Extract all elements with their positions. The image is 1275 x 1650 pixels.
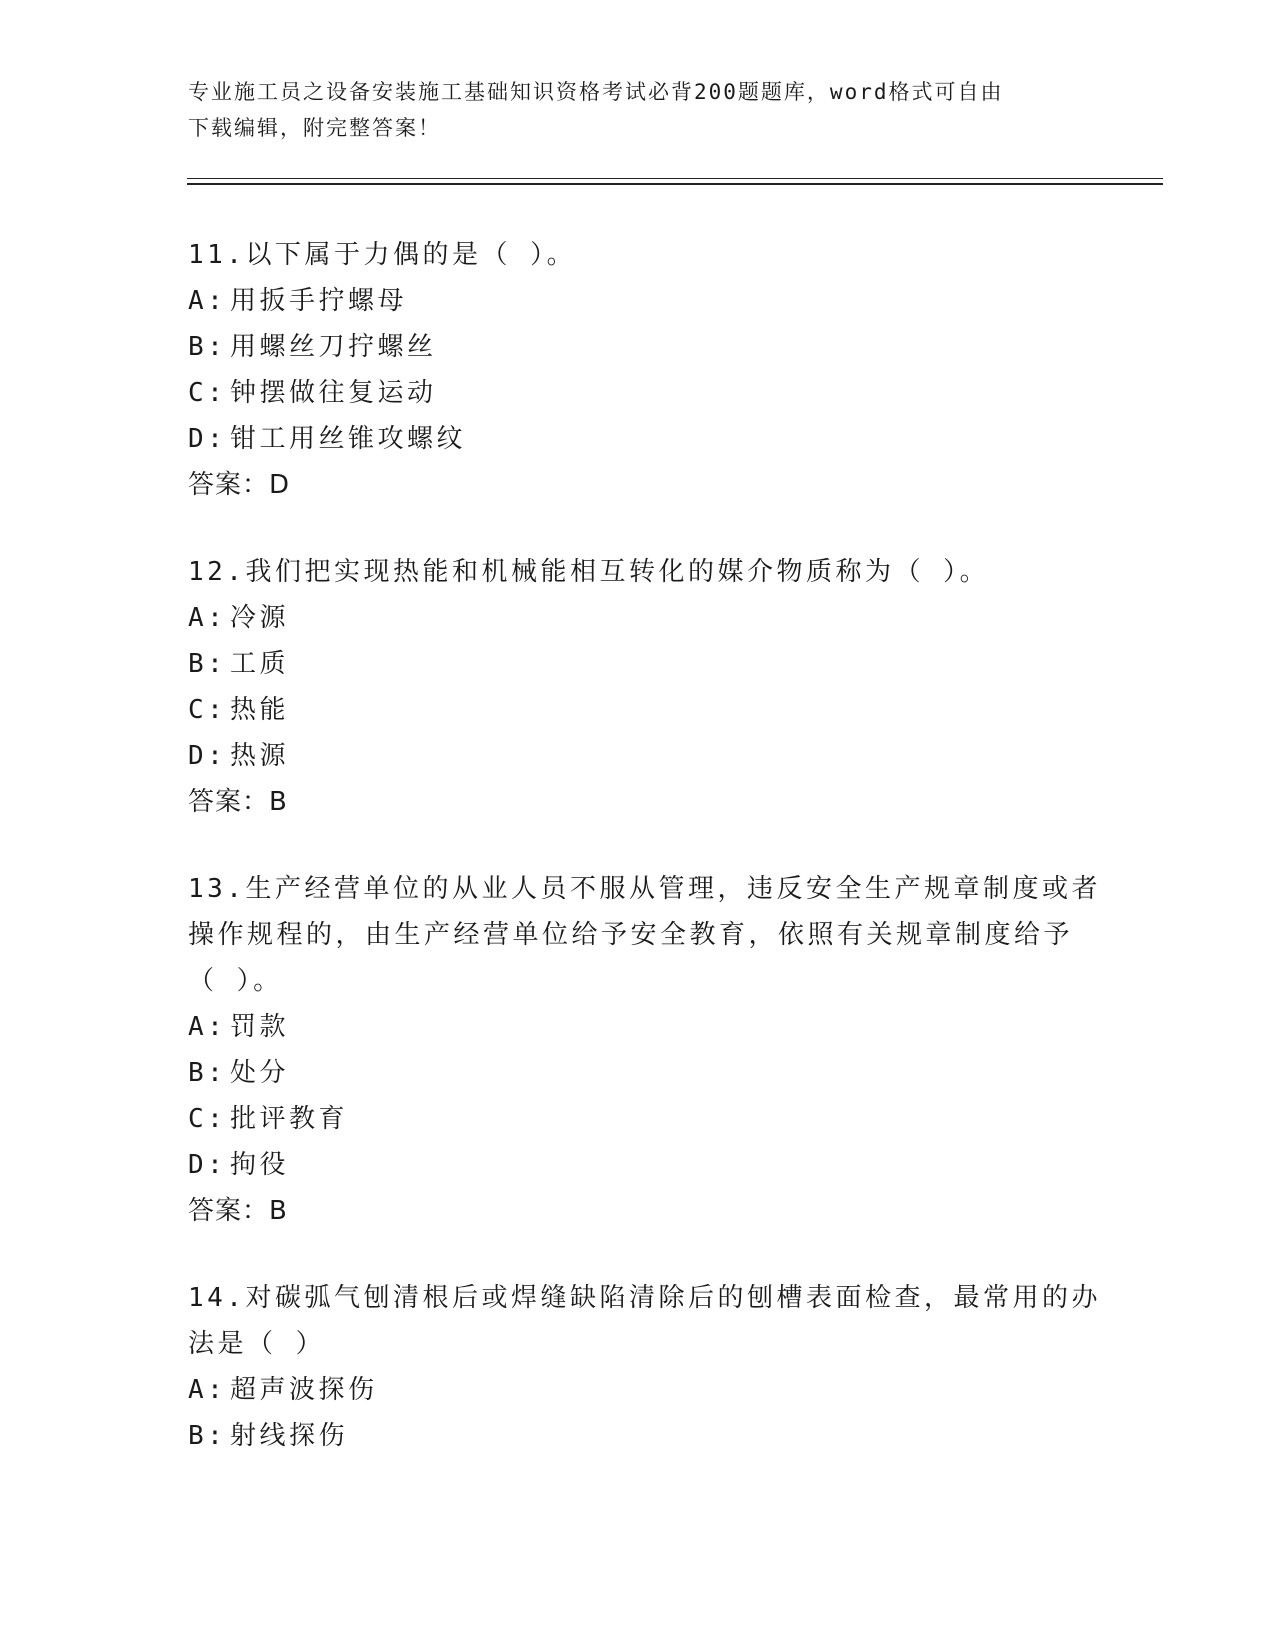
option-text: 冷源 [230,603,290,633]
option-text: 射线探伤 [230,1421,349,1451]
question-stem: 12.我们把实现热能和机械能相互转化的媒介物质称为（ ）。 [188,557,990,587]
answer-line: 答案：B [188,1196,288,1226]
option-text: 用扳手拧螺母 [230,286,408,316]
option-c [188,1096,1088,1142]
option-text: 热源 [230,741,290,771]
option-letter: B: [188,1058,227,1088]
option-letter: A: [188,1375,227,1405]
option-letter: A: [188,286,227,316]
option-letter: B: [188,649,227,679]
question-stem-line: 操作规程的，由生产经营单位给予安全教育，依照有关规章制度给予 [188,920,1074,950]
question-stem-line: （ ）。 [188,966,283,996]
option-d [188,1142,1088,1188]
answer-line: 答案：B [188,787,288,817]
option-letter: A: [188,603,227,633]
question-stem-line: 法是（ ） [188,1329,326,1359]
header-title-line-2: 下载编辑，附完整答案！ [188,116,441,140]
option-text: 热能 [230,695,290,725]
option-letter: A: [188,1012,227,1042]
option-a [188,1004,1088,1050]
option-d [188,733,1088,779]
option-b [188,1050,1088,1096]
question-14 [188,1275,1101,1459]
header-title-line-1: 专业施工员之设备安装施工基础知识资格考试必背200题题库，word格式可自由 [188,80,1004,104]
question-stem-line: 13.生产经营单位的从业人员不服从管理，违反安全生产规章制度或者 [188,874,1101,904]
option-letter: C: [188,378,227,408]
option-text: 钟摆做往复运动 [230,378,437,408]
option-text: 用螺丝刀拧螺丝 [230,332,437,362]
question-13 [188,866,1101,1234]
option-text: 超声波探伤 [230,1375,378,1405]
question-12 [188,549,1088,825]
header-divider-thin [187,178,1163,179]
option-a [188,595,1088,641]
option-text: 批评教育 [230,1104,349,1134]
option-b [188,1413,1088,1459]
option-letter: B: [188,332,227,362]
option-letter: C: [188,1104,227,1134]
option-text: 处分 [230,1058,290,1088]
question-stem: 11.以下属于力偶的是（ ）。 [188,240,577,270]
option-b [188,641,1088,687]
option-a [188,1367,1088,1413]
option-letter: D: [188,424,227,454]
option-text: 罚款 [230,1012,290,1042]
option-letter: D: [188,1150,227,1180]
option-c [188,687,1088,733]
option-letter: D: [188,741,227,771]
question-list [188,232,1101,1500]
header-divider-thick [187,183,1163,185]
option-text: 钳工用丝锥攻螺纹 [230,424,467,454]
option-letter: B: [188,1421,227,1451]
answer-line: 答案：D [188,470,291,500]
option-d [188,416,1088,462]
document-header [188,74,1068,146]
option-a [188,278,1088,324]
question-11 [188,232,1088,508]
option-c [188,370,1088,416]
question-stem-line: 14.对碳弧气刨清根后或焊缝缺陷清除后的刨槽表面检查，最常用的办 [188,1283,1101,1313]
option-letter: C: [188,695,227,725]
option-text: 工质 [230,649,290,679]
option-text: 拘役 [230,1150,290,1180]
option-b [188,324,1088,370]
